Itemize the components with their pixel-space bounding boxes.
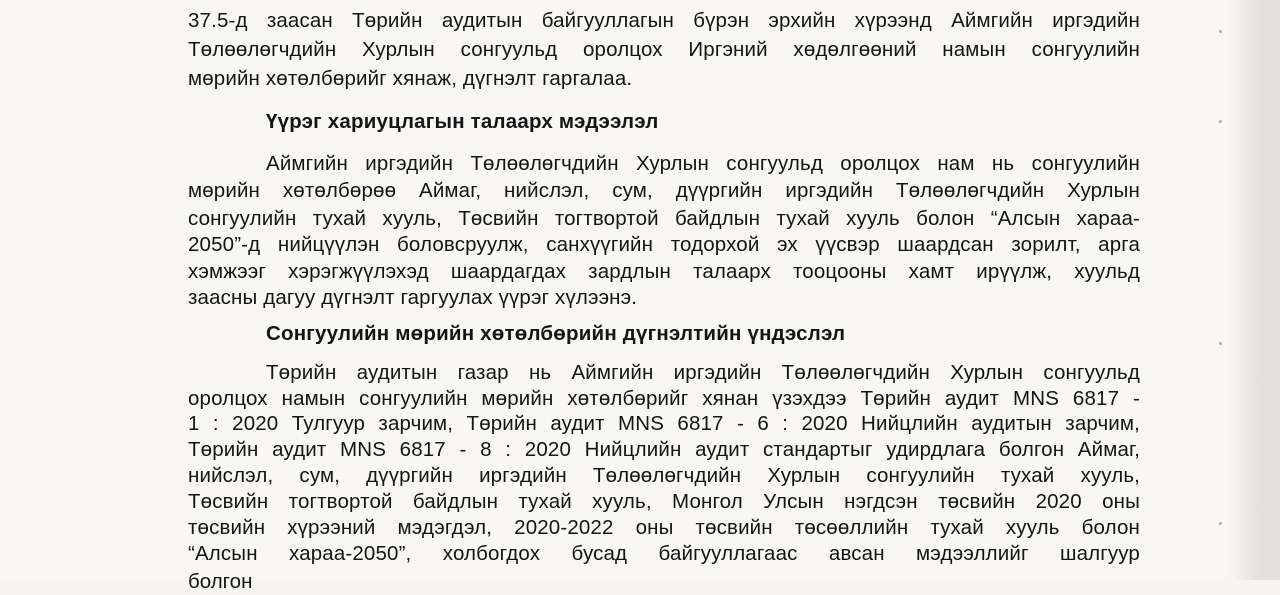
paragraph-line: Төрийн аудит MNS 6817 - 8 : 2020 Нийцлийн аудит стандартыг удирдлага болгон Аймаг, (188, 438, 1140, 461)
paragraph-line: хэмжээг хэрэгжүүлэхэд шаардагдах зардлын талаарх тооцооны хамт ирүүлж, хуульд (188, 260, 1140, 283)
page-edge-shadow (1228, 0, 1280, 580)
scan-speck (1219, 30, 1222, 33)
paragraph-line: мөрийн хөтөлбөрөө Аймаг, нийслэл, сум, дүүргийн иргэдийн Төлөөлөгчдийн Хурлын (188, 179, 1140, 202)
scan-speck (1219, 522, 1222, 525)
section-heading: Үүрэг хариуцлагын талаарх мэдээлэл (266, 110, 659, 133)
paragraph-line: оролцох намын сонгуулийн мөрийн хөтөлбөрийг хянан үзэхдээ Төрийн аудит MNS 6817 - (188, 387, 1140, 410)
section-heading: Сонгуулийн мөрийн хөтөлбөрийн дүгнэлтийн үндэслэл (266, 322, 846, 345)
paragraph-line: нийслэл, сум, дүүргийн иргэдийн Төлөөлөгчдийн Хурлын сонгуулийн тухай хууль, (188, 464, 1140, 487)
paragraph-line: 37.5-д заасан Төрийн аудитын байгууллагын бүрэн эрхийн хүрээнд Аймгийн иргэдийн (188, 9, 1140, 32)
scan-speck (1219, 342, 1222, 345)
paragraph-line: төсвийн хүрээний мэдэгдэл, 2020-2022 оны төсвийн төсөөллийн тухай хууль болон (188, 516, 1140, 539)
paragraph-line: Аймгийн иргэдийн Төлөөлөгчдийн Хурлын сонгуульд оролцох нам нь сонгуулийн (266, 152, 1140, 175)
cut-off-text: болгон (188, 570, 253, 593)
paragraph-line: заасны дагуу дүгнэлт гаргуулах үүрэг хүлээнэ. (188, 286, 638, 309)
scan-speck (1219, 120, 1222, 123)
paragraph-line: мөрийн хөтөлбөрийг хянаж, дүгнэлт гаргалаа. (188, 67, 633, 90)
paragraph-line: Төлөөлөгчдийн Хурлын сонгуульд оролцох Иргэний хөдөлгөөний намын сонгуулийн (188, 38, 1140, 61)
paragraph-line: сонгуулийн тухай хууль, Төсвийн тогтвортой байдлын тухай хууль болон “Алсын хараа- (188, 207, 1140, 230)
paragraph-line: Төсвийн тогтвортой байдлын тухай хууль, Монгол Улсын нэгдсэн төсвийн 2020 оны (188, 490, 1140, 513)
paragraph-line: 1 : 2020 Тулгуур зарчим, Төрийн аудит MNS 6817 - 6 : 2020 Нийцлийн аудитын зарчим, (188, 412, 1140, 435)
cut-off-line (188, 569, 253, 593)
paragraph-line: “Алсын хараа-2050”, холбогдох бусад байгууллагаас авсан мэдээллийг шалгуур (188, 542, 1140, 565)
paragraph-line: 2050”-д нийцүүлэн боловсруулж, санхүүгийн тодорхой эх үүсвэр шаардсан зорилт, арга (188, 233, 1140, 256)
paragraph-line: Төрийн аудитын газар нь Аймгийн иргэдийн Төлөөлөгчдийн Хурлын сонгуульд (266, 361, 1140, 384)
